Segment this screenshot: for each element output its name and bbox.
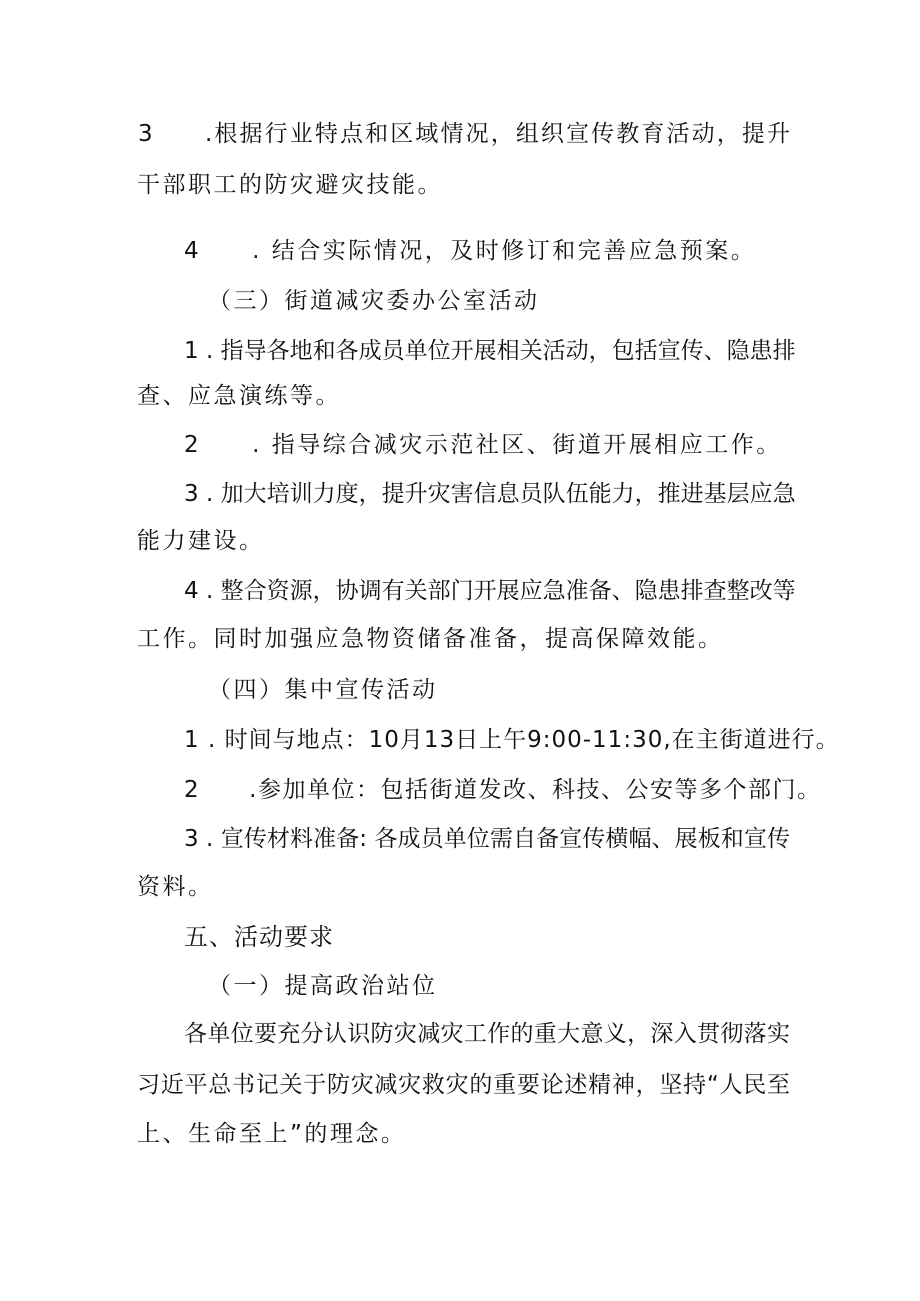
requirement-paragraph-line-1: 各单位要充分认识防灾减灾工作的重大意义，深入贯彻落实 [184, 1021, 790, 1047]
paragraph-3-line-1: 3 .根据行业特点和区域情况，组织宣传教育活动，提升 [138, 121, 790, 147]
campaign-item-1: 1 . 时间与地点：10月13日上午9:00-11:30,在主街道进行。 [184, 727, 840, 753]
item-1-line-1: 1 . 指导各地和各成员单位开展相关活动，包括宣传、隐患排 [184, 338, 796, 364]
section-heading-3: （三）街道减灾委办公室活动 [208, 288, 540, 314]
item-3-line-1: 3 . 加大培训力度，提升灾害信息员队伍能力，推进基层应急 [184, 481, 796, 507]
item-2: 2 . 指导综合减灾示范社区、街道开展相应工作。 [184, 432, 782, 458]
requirement-paragraph-line-3: 上、生命至上”的理念。 [137, 1121, 407, 1147]
item-1-line-2: 查、应急演练等。 [137, 383, 341, 409]
campaign-item-2: 2 .参加单位：包括街道发改、科技、公安等多个部门。 [184, 777, 822, 803]
section-heading-1: （一）提高政治站位 [208, 973, 438, 999]
campaign-item-3-line-2: 资料。 [137, 874, 214, 900]
section-heading-4: （四）集中宣传活动 [208, 677, 438, 703]
requirement-paragraph-line-2: 习近平总书记关于防灾减灾救灾的重要论述精神，坚持“人民至 [137, 1072, 790, 1098]
item-3-line-2: 能力建设。 [137, 528, 265, 554]
item-4-line-1: 4 . 整合资源，协调有关部门开展应急准备、隐患排查整改等 [184, 578, 796, 604]
campaign-item-3-line-1: 3 . 宣传材料准备: 各成员单位需自备宣传横幅、展板和宣传 [184, 826, 790, 852]
item-4-line-2: 工作。同时加强应急物资储备准备，提高保障效能。 [137, 626, 724, 652]
paragraph-3-line-2: 干部职工的防灾避灾技能。 [137, 172, 443, 198]
chapter-heading-5: 五、活动要求 [184, 923, 334, 951]
paragraph-4: 4 . 结合实际情况，及时修订和完善应急预案。 [184, 238, 757, 264]
